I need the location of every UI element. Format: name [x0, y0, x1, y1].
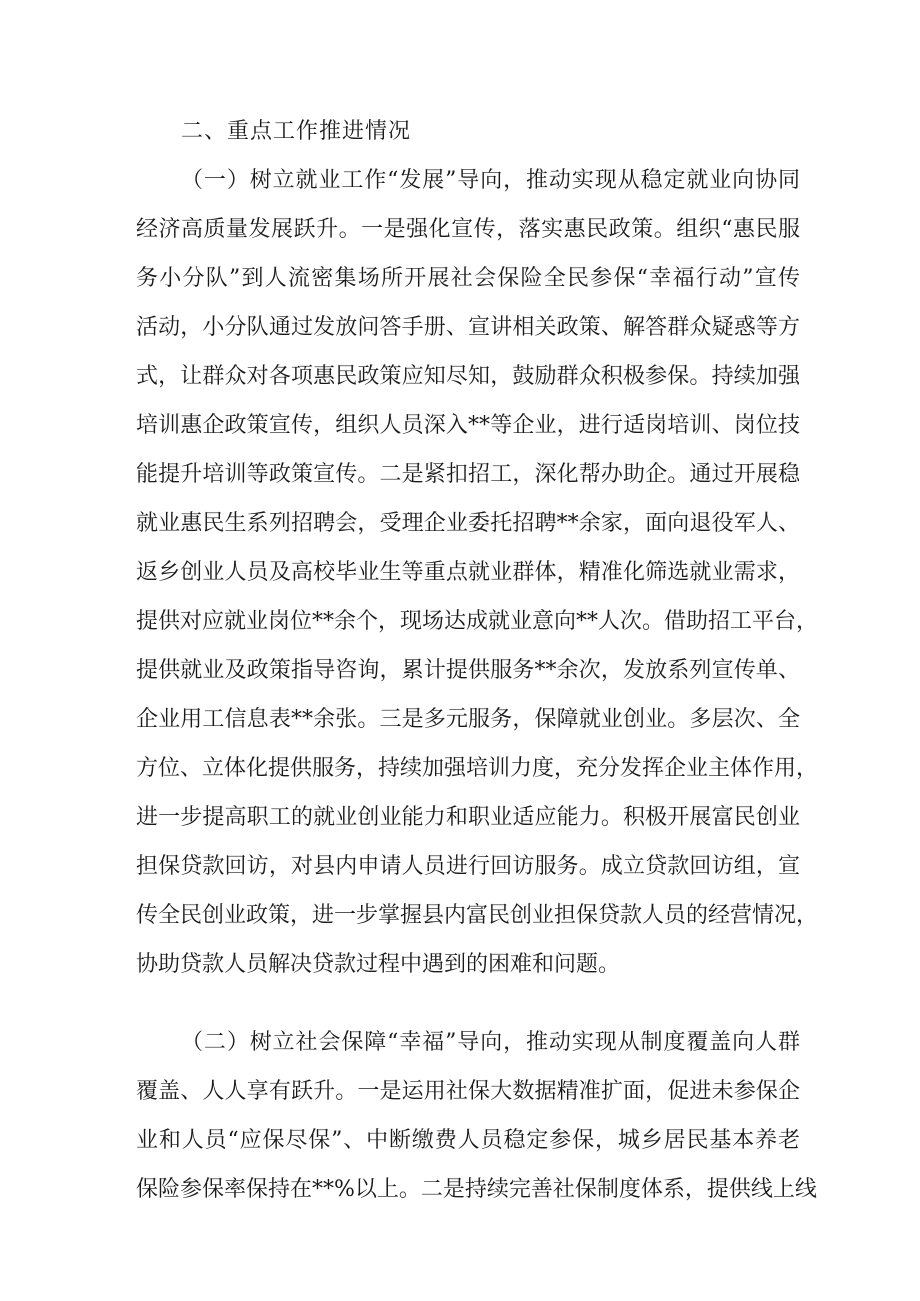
section-heading: 二、重点工作推进情况	[181, 119, 412, 144]
paragraph-line: 进一步提高职工的就业创业能力和职业适应能力。积极开展富民创业	[136, 805, 800, 830]
paragraph-line: 式，让群众对各项惠民政策应知尽知，鼓励群众积极参保。持续加强	[136, 364, 800, 389]
paragraph-line: 业和人员“应保尽保”、中断缴费人员稳定参保，城乡居民基本养老	[136, 1128, 800, 1153]
paragraph-line: 务小分队”到人流密集场所开展社会保险全民参保“幸福行动”宣传	[136, 266, 800, 291]
paragraph-line: 提供就业及政策指导咨询，累计提供服务**余次，发放系列宣传单、	[136, 658, 800, 683]
paragraph-line: 保险参保率保持在**%以上。二是持续完善社保制度体系，提供线上线	[136, 1177, 817, 1202]
paragraph-line: 提供对应就业岗位**余个，现场达成就业意向**人次。借助招工平台，	[136, 609, 819, 634]
paragraph-line: 方位、立体化提供服务，持续加强培训力度，充分发挥企业主体作用，	[136, 756, 819, 781]
paragraph-line: 就业惠民生系列招聘会，受理企业委托招聘**余家，面向退役军人、	[136, 511, 800, 536]
paragraph-line: 活动，小分队通过发放问答手册、宣讲相关政策、解答群众疑惑等方	[136, 315, 800, 340]
paragraph-line: （一）树立就业工作“发展”导向，推动实现从稳定就业向协同	[181, 168, 800, 193]
paragraph-line: 能提升培训等政策宣传。二是紧扣招工，深化帮办助企。通过开展稳	[136, 462, 800, 487]
paragraph-line: 返乡创业人员及高校毕业生等重点就业群体，精准化筛选就业需求，	[136, 560, 800, 585]
paragraph-line: 覆盖、人人享有跃升。一是运用社保大数据精准扩面，促进未参保企	[136, 1079, 800, 1104]
paragraph-line: （二）树立社会保障“幸福”导向，推动实现从制度覆盖向人群	[181, 1030, 800, 1055]
paragraph-line: 培训惠企政策宣传，组织人员深入**等企业，进行适岗培训、岗位技	[136, 413, 800, 438]
paragraph-line: 企业用工信息表**余张。三是多元服务，保障就业创业。多层次、全	[136, 707, 800, 732]
paragraph-line: 经济高质量发展跃升。一是强化宣传，落实惠民政策。组织“惠民服	[136, 217, 800, 242]
paragraph-line: 担保贷款回访，对县内申请人员进行回访服务。成立贷款回访组，宣	[136, 854, 800, 879]
paragraph-line: 协助贷款人员解决贷款过程中遇到的困难和问题。	[136, 952, 621, 977]
paragraph-line: 传全民创业政策，进一步掌握县内富民创业担保贷款人员的经营情况，	[136, 903, 819, 928]
